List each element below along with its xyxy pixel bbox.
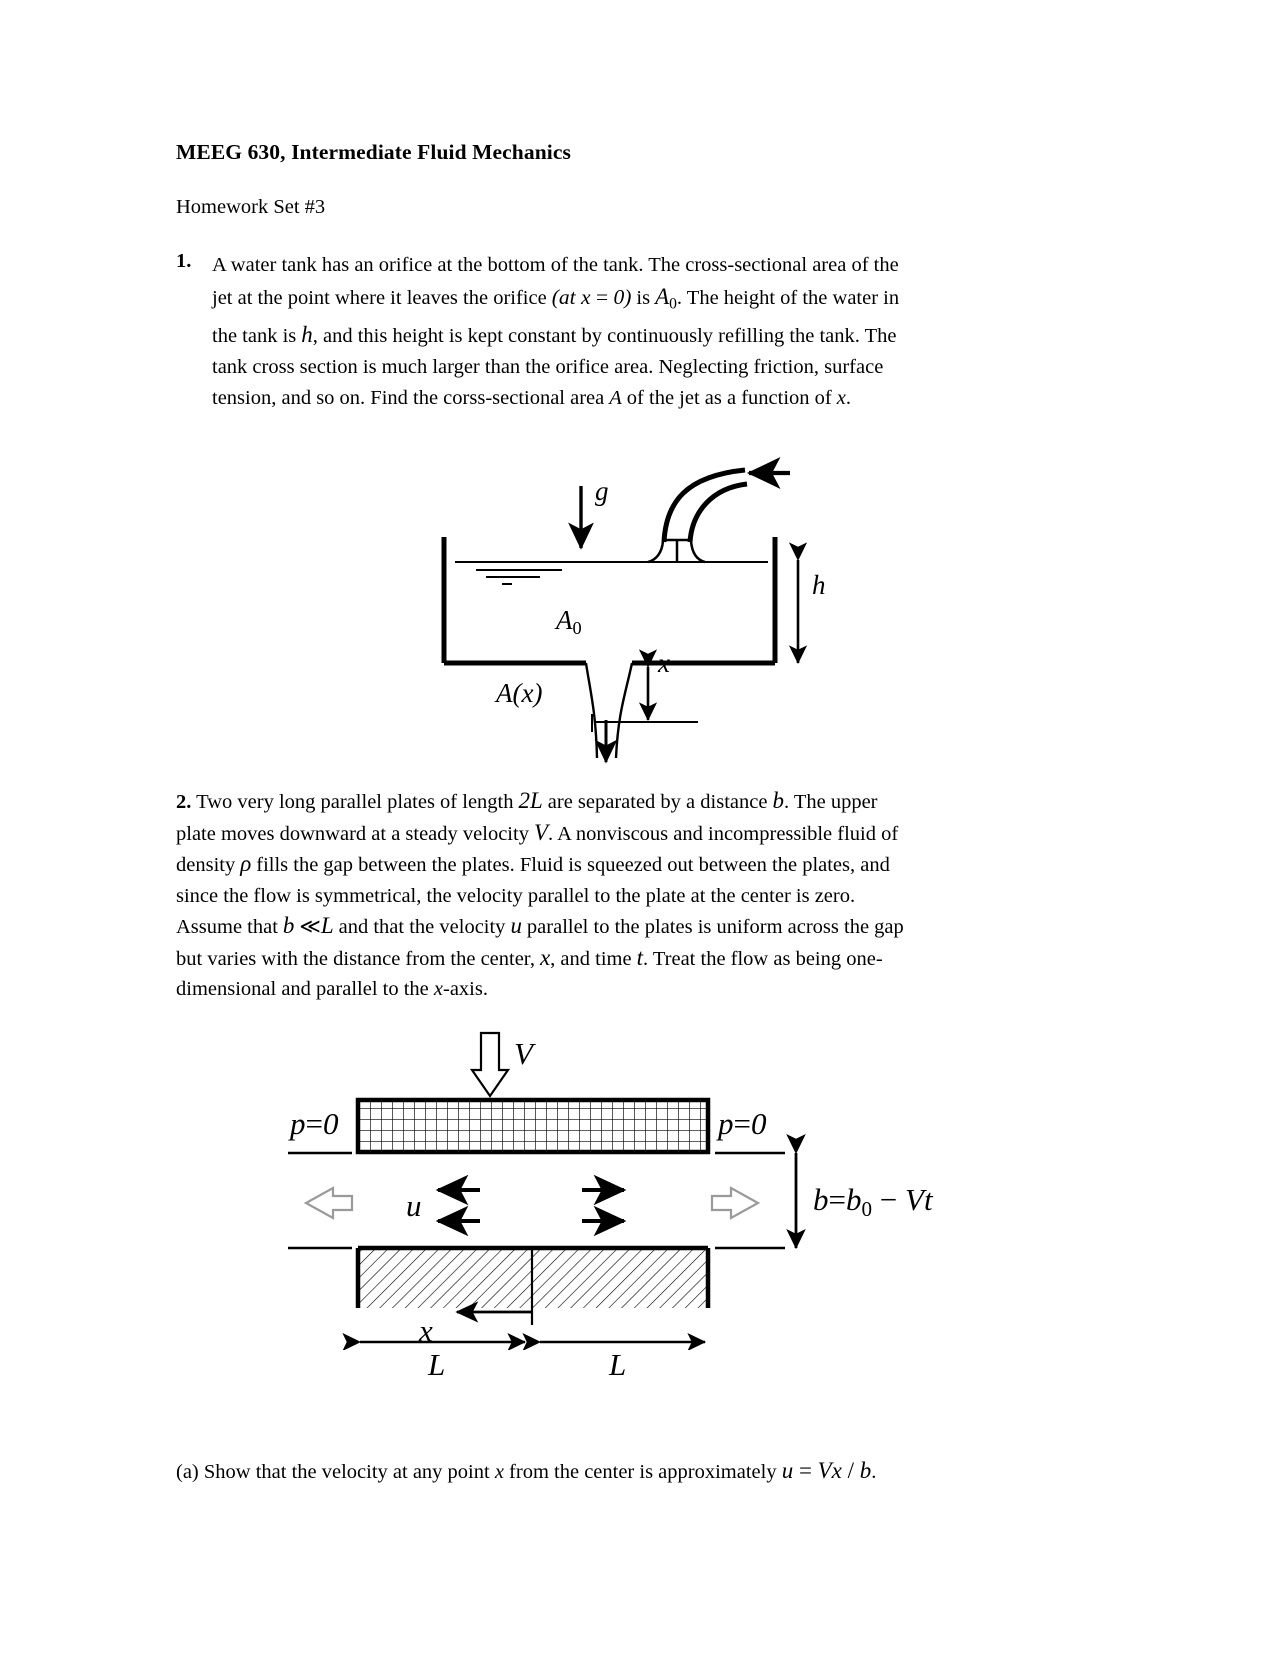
p2l5-a: Assume that bbox=[176, 916, 278, 938]
problem-2-line-5 bbox=[176, 911, 1056, 943]
p2l3-a: density bbox=[176, 854, 236, 876]
inlet-pipe-nozzle bbox=[648, 540, 705, 562]
p1l2-b: is bbox=[636, 287, 651, 309]
p2-gap-b-symbol: b bbox=[772, 788, 784, 813]
upper-plate bbox=[358, 1100, 708, 1152]
p1l5-b: of the jet as a function of bbox=[626, 387, 832, 410]
p1l5-a: tension, and so on. Find the corss-sectional area bbox=[212, 387, 605, 410]
pressure-right-label: p=0 bbox=[718, 1106, 767, 1141]
p1-area-A-symbol: A bbox=[609, 387, 622, 410]
velocity-u-label: u bbox=[406, 1188, 422, 1223]
gravity-label: g bbox=[595, 476, 609, 506]
p2l5-b: and that the velocity bbox=[338, 916, 506, 938]
parta-x-symbol: x bbox=[494, 1461, 504, 1483]
velocity-arrows-right bbox=[582, 1190, 624, 1221]
p1l2-c: . The height of the water in bbox=[676, 287, 900, 309]
p2l6-c: . Treat the flow as being one- bbox=[642, 947, 883, 970]
problem-2-block bbox=[176, 786, 1056, 1005]
homework-set-label: Homework Set #3 bbox=[176, 196, 326, 218]
height-h-label: h bbox=[812, 570, 826, 600]
velocity-V-label: V bbox=[514, 1036, 533, 1071]
problem-2-part-a bbox=[176, 1458, 876, 1484]
pressure-left-label: p=0 bbox=[290, 1106, 339, 1141]
p2-density-rho-symbol: ρ bbox=[240, 851, 252, 876]
p1l5-c: . bbox=[845, 387, 851, 410]
inlet-pipe bbox=[664, 470, 747, 542]
p1-area-A0-symbol: A0 bbox=[655, 284, 677, 313]
p2l3-b: fills the gap between the plates. Fluid is squeezed out between the plates, and bbox=[256, 854, 890, 876]
outflow-arrow-left bbox=[306, 1188, 352, 1218]
parta-formula: u = Vx / b bbox=[781, 1458, 872, 1483]
problem-2-line-4: since the flow is symmetrical, the velocity parallel to the plate at the center is zero. bbox=[176, 884, 856, 907]
jet-area-label: A(x) bbox=[496, 678, 543, 708]
outflow-arrow-right bbox=[712, 1188, 758, 1218]
parta-middle: from the center is approximately bbox=[509, 1461, 777, 1483]
p2l2-b: . A nonviscous and incompressible fluid of bbox=[547, 822, 899, 845]
p2-b-symbol: b bbox=[282, 913, 295, 938]
orifice-area-label: A0 bbox=[556, 605, 582, 639]
free-surface-symbol bbox=[476, 570, 562, 584]
p1l3-b: , and this height is kept constant by continuously refilling the tank. The bbox=[312, 325, 897, 348]
p2l2-a: plate moves downward at a steady velocity bbox=[176, 822, 529, 845]
tank-outline bbox=[444, 537, 775, 663]
parta-suffix: . bbox=[871, 1461, 877, 1483]
x-label: x bbox=[419, 1313, 433, 1348]
L-right-label: L bbox=[609, 1347, 627, 1382]
pressure-reference-lines bbox=[288, 1153, 785, 1248]
figure-water-tank bbox=[400, 420, 830, 765]
p2l1-c: . The upper bbox=[783, 791, 878, 813]
jet-profile bbox=[586, 663, 632, 758]
p2-length-2L-symbol: 2L bbox=[518, 788, 543, 813]
problem-1-block bbox=[176, 250, 1052, 414]
problem-2-line-3 bbox=[176, 849, 1056, 881]
L-left-label: L bbox=[428, 1347, 446, 1382]
problem-1-line-4: tank cross section is much larger than the orifice area. Neglecting friction, surface bbox=[212, 356, 884, 379]
page-title: MEEG 630, Intermediate Fluid Mechanics bbox=[176, 140, 571, 164]
x-distance-label: x bbox=[658, 648, 670, 678]
gap-b-formula-label: b=b0 − Vt bbox=[813, 1182, 933, 1221]
problem-1-number: 1. bbox=[176, 250, 192, 272]
p1-height-h-symbol: h bbox=[301, 322, 313, 348]
p2-much-less-than-operator: ≪ bbox=[299, 916, 321, 938]
problem-2-line-1 bbox=[176, 786, 1056, 818]
p2l7-a: dimensional and parallel to the bbox=[176, 978, 429, 1000]
p2-t-symbol: t bbox=[636, 944, 643, 970]
p1l3-a: the tank is bbox=[212, 325, 297, 348]
p2l1-b: are separated by a distance bbox=[547, 791, 768, 813]
tank-diagram-svg bbox=[400, 420, 830, 765]
p2l6-b: , and time bbox=[550, 947, 632, 970]
p2-velocity-V-symbol: V bbox=[533, 819, 548, 845]
problem-2-line-6 bbox=[176, 943, 1056, 975]
p2l1-a: Two very long parallel plates of length bbox=[196, 791, 514, 813]
plate-velocity-arrow bbox=[472, 1033, 508, 1096]
problem-1-line-1: A water tank has an orifice at the bottom of the tank. The cross-sectional area of the bbox=[212, 254, 899, 276]
problem-1-line-5 bbox=[212, 383, 1052, 414]
p2l7-b: -axis. bbox=[443, 978, 488, 1000]
problem-2-line-2 bbox=[176, 818, 1056, 850]
p2-u-symbol: u bbox=[510, 913, 522, 938]
p2-x-symbol: x bbox=[539, 944, 551, 970]
p2l5-c: parallel to the plates is uniform across the gap bbox=[526, 916, 904, 938]
p2-L-symbol: L bbox=[320, 913, 334, 938]
p1l2-a: jet at the point where it leaves the orifice bbox=[212, 287, 547, 309]
figure-parallel-plates bbox=[260, 1020, 960, 1382]
p2-xaxis-symbol: x bbox=[433, 978, 443, 1000]
p2l6-a: but varies with the distance from the center, bbox=[176, 947, 535, 970]
problem-1-text bbox=[212, 250, 1052, 414]
parta-prefix: (a) Show that the velocity at any point bbox=[176, 1461, 490, 1483]
problem-1-line-2 bbox=[212, 281, 1052, 319]
problem-2-line-7 bbox=[176, 974, 1056, 1005]
problem-1-line-3 bbox=[212, 319, 1052, 352]
p1-x-symbol: x bbox=[836, 387, 846, 410]
p1-orifice-position-math: (at x = 0) bbox=[551, 285, 632, 309]
velocity-arrows-left bbox=[438, 1190, 480, 1221]
problem-2-number: 2. bbox=[176, 791, 192, 813]
